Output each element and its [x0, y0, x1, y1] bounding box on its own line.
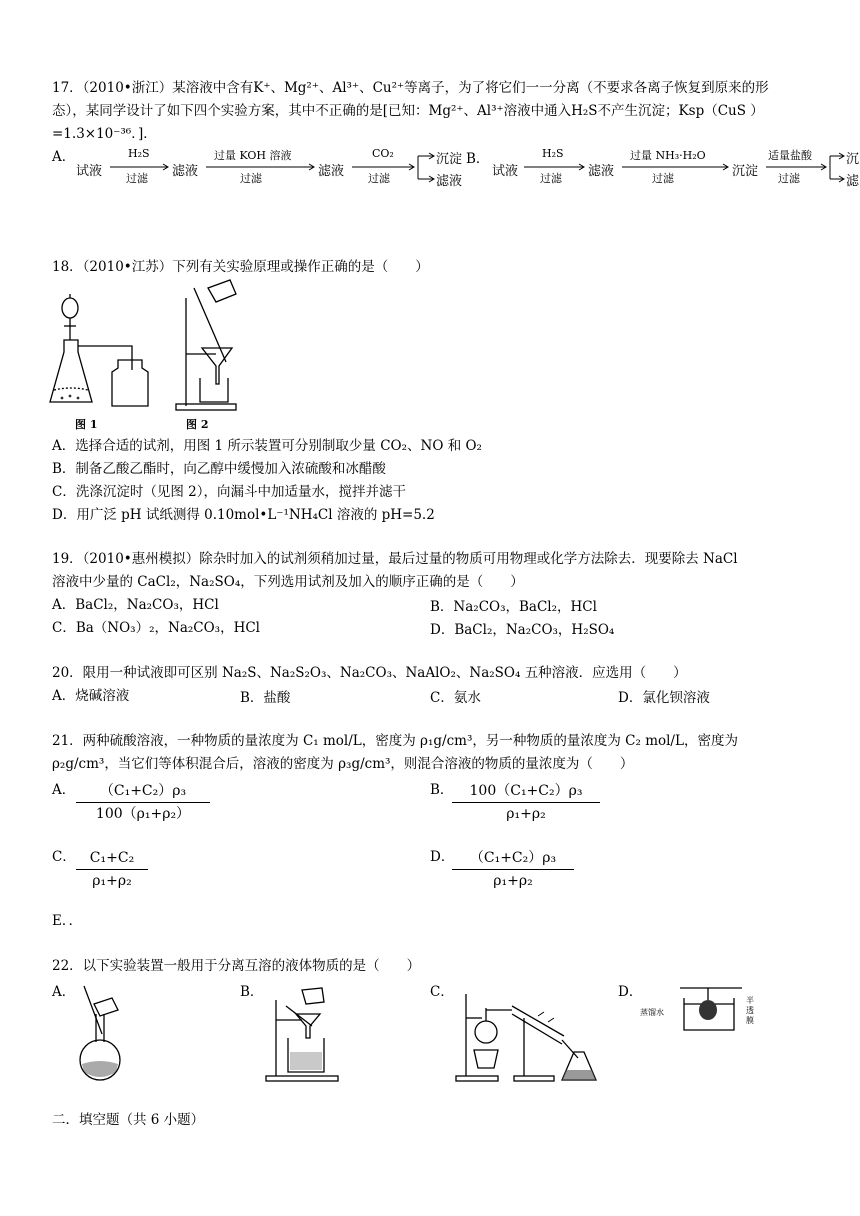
flow-b-step1-op: 过滤 [540, 172, 562, 185]
flow-arrows [0, 0, 860, 200]
flow-a-step1-reagent: H₂S [128, 147, 150, 160]
q20-option-d: D．氯化钡溶液 [618, 690, 710, 706]
q20-option-a: A．烧碱溶液 [52, 688, 130, 704]
q21-option-b-numerator: 100（C₁+C₂）ρ₃ [469, 783, 583, 799]
q17-line1: 17．（2010•浙江）某溶液中含有K⁺、Mg²⁺、Al³⁺、Cu²⁺等离子，为了将它们一一分离（不要求各离子恢复到原来的形 [52, 80, 769, 96]
q21-option-a-denominator: 100（ρ₁+ρ₂） [95, 806, 191, 822]
flow-a-step2-op: 过滤 [240, 172, 262, 185]
q21-option-a-numerator: （C₁+C₂）ρ₃ [99, 783, 187, 799]
q18-stem: 18．（2010•江苏）下列有关实验原理或操作正确的是（ ） [52, 259, 429, 275]
q21-line2: ρ₂g/cm³，当它们等体积混合后，溶液的密度为 ρ₃g/cm³，则混合溶液的物质的量浓度为（ ） [52, 756, 634, 772]
q18-figure-2-apparatus [172, 278, 282, 418]
flow-b-step1-reagent: H₂S [542, 147, 564, 160]
q17-option-a-label: A． [52, 149, 76, 165]
q19-option-b: B．Na₂CO₃，BaCl₂，HCl [430, 599, 597, 615]
q21-option-b-fraction [452, 780, 600, 825]
q21-option-d-label: D． [430, 849, 455, 865]
q21-option-d-denominator: ρ₁+ρ₂ [493, 873, 533, 889]
q21-option-a-label: A． [52, 782, 76, 798]
q21-option-b-denominator: ρ₁+ρ₂ [506, 806, 546, 822]
q18-option-a: A．选择合适的试剂，用图 1 所示装置可分别制取少量 CO₂、NO 和 O₂ [52, 438, 482, 454]
q18-fig2-caption: 图 2 [186, 418, 209, 431]
flow-a-step3-op: 过滤 [368, 172, 390, 185]
q22-option-b-label: B． [240, 984, 264, 1000]
flow-b-step3-reagent: 适量盐酸 [768, 149, 812, 162]
q21-option-d-fraction [452, 847, 574, 892]
q20-option-c: C．氨水 [430, 690, 481, 706]
flow-b-step2-op: 过滤 [652, 172, 674, 185]
q21-option-b-label: B． [430, 782, 454, 798]
flow-a-mid1: 滤液 [172, 164, 199, 179]
q21-line1: 21．两种硫酸溶液，一种物质的量浓度为 C₁ mol/L，密度为 ρ₁g/cm³，另一种物质的量浓度为 C₂ mol/L，密度为 [52, 733, 738, 749]
flow-a-step2-reagent: 过量 KOH 溶液 [214, 149, 292, 162]
flow-b-out-top: 沉 [846, 152, 860, 167]
q21-option-c-numerator: C₁+C₂ [89, 850, 135, 866]
q21-option-e: E．． [52, 913, 83, 929]
q22-option-d-water-label: 蒸馏水 [640, 1008, 664, 1017]
flow-a-out-top: 沉淀 [436, 152, 463, 167]
q17-option-b-label: B． [466, 151, 490, 167]
section-2-heading: 二．填空题（共 6 小题） [52, 1112, 205, 1128]
q18-option-c: C．洗涤沉淀时（见图 2），向漏斗中加适量水，搅拌并滤干 [52, 484, 406, 500]
flow-b-start: 试液 [492, 164, 519, 179]
q22-stem: 22．以下实验装置一般用于分离互溶的液体物质的是（ ） [52, 958, 421, 974]
q18-figure-1-apparatus [48, 290, 158, 420]
q18-option-d: D．用广泛 pH 试纸测得 0.10mol•L⁻¹NH₄Cl 溶液的 pH=5.2 [52, 507, 435, 523]
q18-fig1-caption: 图 1 [75, 418, 98, 431]
q22-option-d-membrane-label [746, 996, 756, 1026]
q22-option-d-apparatus [676, 984, 756, 1054]
q17-line2: 态），某同学设计了如下四个实验方案，其中不正确的是[已知：Mg²⁺、Al³⁺溶液中通入H₂S不产生沉淀；Ksp（CuS ） [52, 103, 764, 119]
flow-a-step3-reagent: CO₂ [372, 147, 394, 160]
q19-line1: 19．（2010•惠州模拟）除杂时加入的试剂须稍加过量，最后过量的物质可用物理或化学方法除去．现要除去 NaCl [52, 551, 738, 567]
q19-option-c: C．Ba（NO₃）₂，Na₂CO₃，HCl [52, 620, 261, 636]
q20-option-b: B．盐酸 [240, 690, 291, 706]
q18-option-b: B．制备乙酸乙酯时，向乙醇中缓慢加入浓硫酸和冰醋酸 [52, 461, 386, 477]
flow-b-out-bottom: 滤 [846, 174, 860, 189]
q19-line2: 溶液中少量的 CaCl₂，Na₂SO₄，下列选用试剂及加入的顺序正确的是（ ） [52, 574, 524, 590]
flow-b-mid1: 滤液 [588, 164, 615, 179]
flow-a-mid2: 滤液 [318, 164, 345, 179]
q22-option-a-label: A． [52, 984, 76, 1000]
q21-option-c-label: C． [52, 849, 76, 865]
q22-option-b-apparatus [262, 986, 352, 1086]
flow-a-step1-op: 过滤 [126, 172, 148, 185]
flow-a-out-bottom: 滤液 [436, 174, 463, 189]
q22-option-c-apparatus [452, 988, 602, 1088]
q19-option-a: A．BaCl₂，Na₂CO₃，HCl [52, 597, 219, 613]
flow-b-step2-reagent: 过量 NH₃·H₂O [630, 149, 706, 162]
membrane-char-2: 透 [746, 1006, 754, 1015]
q19-option-d: D．BaCl₂，Na₂CO₃，H₂SO₄ [430, 622, 615, 638]
q21-option-c-denominator: ρ₁+ρ₂ [92, 873, 132, 889]
q21-option-a-fraction [76, 780, 210, 825]
q21-option-d-numerator: （C₁+C₂）ρ₃ [469, 850, 557, 866]
membrane-char-3: 膜 [746, 1016, 754, 1025]
q22-option-c-label: C． [430, 984, 454, 1000]
q22-option-d-label: D． [618, 984, 643, 1000]
q17-line3: =1.3×10⁻³⁶．]． [52, 126, 157, 142]
q20-stem: 20．限用一种试液即可区别 Na₂S、Na₂S₂O₃、Na₂CO₃、NaAlO₂、Na₂SO₄ 五种溶液．应选用（ ） [52, 665, 687, 681]
flow-b-mid2: 沉淀 [732, 164, 759, 179]
q22-option-a-apparatus [72, 984, 152, 1084]
q21-option-c-fraction [76, 847, 148, 892]
flow-a-start: 试液 [76, 164, 103, 179]
flow-b-step3-op: 过滤 [778, 172, 800, 185]
membrane-char-1: 半 [746, 996, 754, 1005]
